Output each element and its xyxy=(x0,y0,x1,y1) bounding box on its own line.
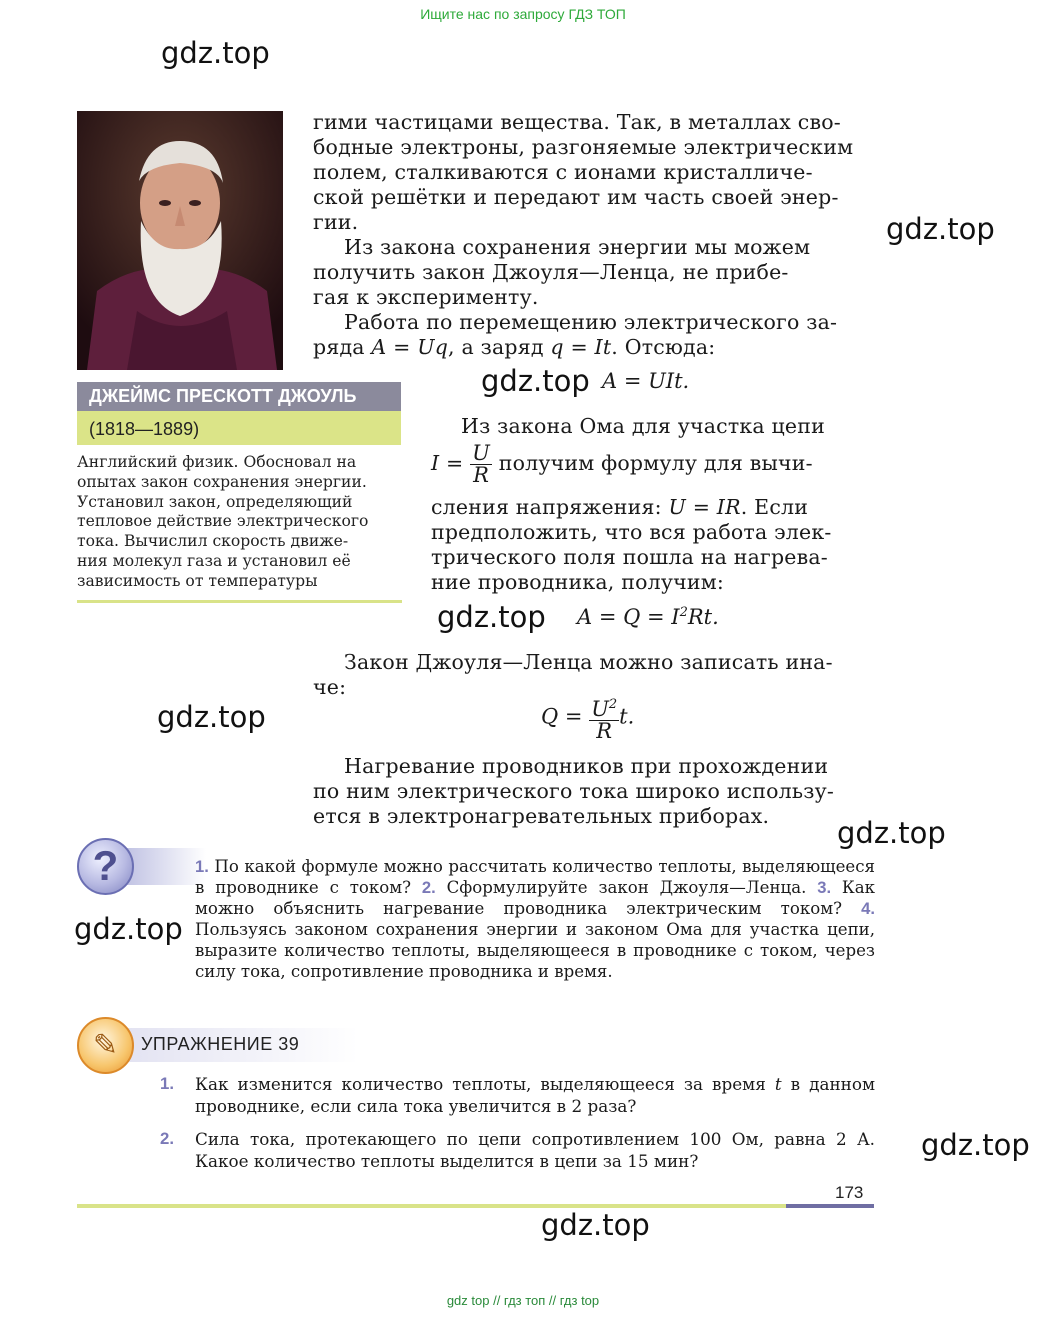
formula-part: U xyxy=(591,697,609,721)
exercise-text xyxy=(195,1128,875,1172)
bio-line: ния молекул газа и установил её xyxy=(77,551,351,570)
text-span: . Если xyxy=(740,495,809,519)
biography-divider xyxy=(77,600,402,603)
watermark: gdz.top xyxy=(886,212,995,246)
text-line: бодные электроны, разгоняемые электрическим xyxy=(313,135,854,159)
text-span: , а заряд xyxy=(448,335,551,359)
text-line: Из закона сохранения энергии мы можем xyxy=(344,235,811,259)
text-line: Нагревание проводников при прохождении xyxy=(344,754,829,778)
watermark: gdz.top xyxy=(837,816,946,850)
question-icon: ? xyxy=(77,838,134,895)
text-span: . Отсюда: xyxy=(611,335,716,359)
watermark: gdz.top xyxy=(437,600,546,634)
text-line: полем, сталкиваются с ионами кристалличе- xyxy=(313,160,813,184)
fraction-numerator: U xyxy=(472,441,491,465)
text-line: гая к эксперименту. xyxy=(313,285,539,309)
question-number: 1. xyxy=(195,857,209,876)
exercise-text xyxy=(195,1073,875,1117)
watermark: gdz.top xyxy=(157,700,266,734)
fraction-u-over-r xyxy=(470,443,492,486)
exercise-item xyxy=(160,1128,875,1172)
formula-heat-alt xyxy=(541,694,634,742)
text-line: гии. xyxy=(313,210,359,234)
text-span: ряда xyxy=(313,335,372,359)
formula-part: Q = xyxy=(541,704,583,729)
text-span: Сила тока, протекающего по цепи сопротивлением 100 Ом, равна 2 А. Какое количество теплоты выделится в цепи за 15 мин? xyxy=(195,1129,875,1171)
watermark: gdz.top xyxy=(161,36,270,70)
formula-exponent: 2 xyxy=(679,605,688,620)
page-rule-accent xyxy=(786,1204,874,1208)
paragraph xyxy=(313,650,874,700)
bio-line: тепловое действие электрического xyxy=(77,512,369,531)
exercise-number: 1. xyxy=(160,1074,174,1093)
text-line xyxy=(431,495,875,520)
biography-years: (1818—1889) xyxy=(77,411,401,445)
pencil-icon: ✎ xyxy=(77,1017,134,1074)
bio-line: тока. Вычислил скорость движе- xyxy=(77,532,349,551)
exercise-title: УПРАЖНЕНИЕ 39 xyxy=(141,1034,300,1054)
text-line: че: xyxy=(313,675,347,699)
formula-heat xyxy=(577,605,719,629)
fraction-denominator: R xyxy=(473,463,490,487)
footer-links: gdz top // гдз топ // гдз top xyxy=(446,1293,600,1308)
paragraph xyxy=(313,110,874,235)
paragraph xyxy=(431,520,875,595)
text-line: Из закона Ома для участка цепи xyxy=(461,414,825,438)
text-line xyxy=(431,443,875,486)
watermark: gdz.top xyxy=(481,364,590,398)
bio-line: опытах закон сохранения энергии. xyxy=(77,472,367,491)
text-line: гими частицами вещества. Так, в металлах сво- xyxy=(313,110,841,134)
question-number: 4. xyxy=(861,899,875,918)
bio-line: зависимость от температуры xyxy=(77,571,318,590)
top-banner: Ищите нас по запросу ГДЗ ТОП xyxy=(420,6,626,22)
question-text: Пользуясь законом сохранения энергии и законом Ома для участка цепи, выразите количество теплоты, выделяющееся в проводнике с током, через силу тока, сопротивление проводника и время. xyxy=(195,920,875,981)
biography-text xyxy=(77,453,402,592)
formula-inline: q = It xyxy=(550,335,612,359)
portrait-illustration xyxy=(77,111,283,370)
formula-work: A = UIt. xyxy=(602,369,690,393)
fraction-denominator: R xyxy=(596,719,613,743)
text-line: трического поля пошла на нагрева- xyxy=(431,545,828,569)
portrait-image xyxy=(77,111,283,370)
formula-exponent: 2 xyxy=(608,697,618,712)
question-text: Сформулируйте закон Джоуля—Ленца. xyxy=(446,878,807,897)
question-text: По какой формуле можно рассчитать количество теплоты, выделяющееся в проводнике с током? xyxy=(195,857,875,897)
question-number: 3. xyxy=(817,878,832,897)
text-span: Как изменится количество теплоты, выделяющееся за время xyxy=(195,1074,775,1094)
fraction-numerator xyxy=(589,694,619,721)
page-number: 173 xyxy=(835,1183,864,1202)
text-line: по ним электрического тока широко использу- xyxy=(313,779,834,803)
text-line: Закон Джоуля—Ленца можно записать ина- xyxy=(344,650,833,674)
bio-line: Установил закон, определяющий xyxy=(77,492,353,511)
formula-inline: I = xyxy=(431,451,464,475)
text-span: получим формулу для вычи- xyxy=(492,451,813,475)
bio-line: Английский физик. Обосновал на xyxy=(77,453,357,471)
text-span: в данном проводнике, если сила тока увеличится в 2 раза? xyxy=(195,1074,876,1116)
text-line: ние проводника, получим: xyxy=(431,570,724,594)
formula-inline: t xyxy=(774,1074,782,1094)
text-line: Работа по перемещению электрического за- xyxy=(344,310,838,334)
watermark: gdz.top xyxy=(74,912,183,946)
text-line: ется в электронагревательных приборах. xyxy=(313,804,770,828)
watermark: gdz.top xyxy=(541,1208,650,1242)
fraction-u2-over-r xyxy=(589,694,619,742)
text-line: получить закон Джоуля—Ленца, не прибе- xyxy=(313,260,789,284)
formula-inline: A = Uq xyxy=(371,335,449,359)
question-number: 2. xyxy=(421,878,436,897)
question-text: Как можно объяснить нагревание проводника электрическим током? xyxy=(195,878,876,918)
page-rule xyxy=(77,1204,786,1208)
formula-part: t. xyxy=(619,704,635,729)
paragraph xyxy=(313,235,874,310)
text-line xyxy=(313,335,874,360)
formula-part: A = Q = I xyxy=(577,605,680,629)
exercise-item xyxy=(160,1073,875,1117)
paragraph xyxy=(313,754,874,829)
review-questions xyxy=(195,856,875,982)
formula-part: Rt. xyxy=(687,605,719,629)
paragraph xyxy=(313,310,874,360)
biography-name: ДЖЕЙМС ПРЕСКОТТ ДЖОУЛЬ xyxy=(77,382,401,411)
text-line: ской решётки и передают им часть своей энер- xyxy=(313,185,839,209)
text-span: сления напряжения: xyxy=(431,495,669,519)
watermark: gdz.top xyxy=(921,1128,1030,1162)
exercise-number: 2. xyxy=(160,1129,174,1148)
text-line: предположить, что вся работа элек- xyxy=(431,520,832,544)
formula-inline: U = IR xyxy=(668,495,741,519)
